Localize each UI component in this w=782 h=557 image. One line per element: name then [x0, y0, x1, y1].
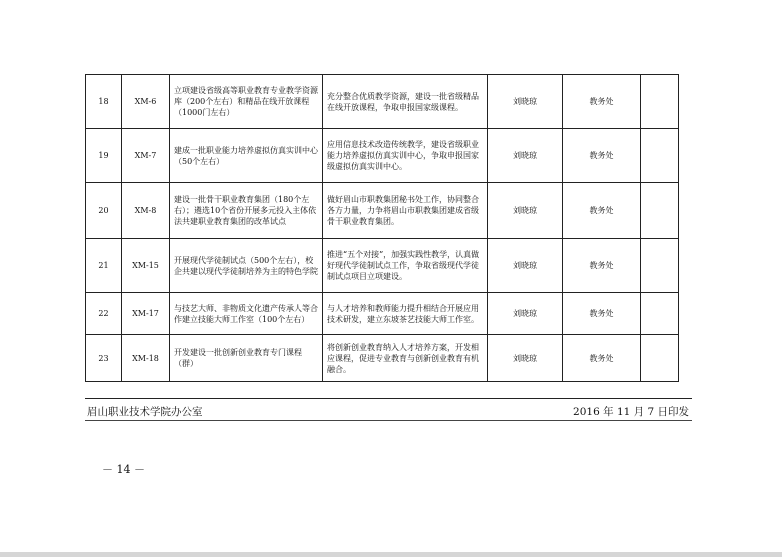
- footer-top-rule: [85, 398, 692, 399]
- project-code: XM-15: [122, 239, 170, 293]
- remark: [641, 335, 679, 382]
- project-code: XM-18: [122, 335, 170, 382]
- responsible-department: 教务处: [563, 129, 641, 183]
- task-measure: 充分整合优质教学资源，建设一批省级精品在线开放课程，争取申报国家级课程。: [323, 75, 488, 129]
- row-number: 18: [86, 75, 122, 129]
- responsible-department: 教务处: [563, 183, 641, 239]
- task-goal: 与技艺大师、非物质文化遗产传承人等合作建立技能大师工作室（100个左右）: [170, 293, 323, 335]
- responsible-person: 刘晓琼: [488, 335, 563, 382]
- remark: [641, 183, 679, 239]
- responsible-department: 教务处: [563, 75, 641, 129]
- project-code: XM-8: [122, 183, 170, 239]
- project-code: XM-7: [122, 129, 170, 183]
- task-goal: 开发建设一批创新创业教育专门课程（群）: [170, 335, 323, 382]
- task-measure: 将创新创业教育纳入人才培养方案，开发相应课程，促进专业教育与创新创业教育有机融合。: [323, 335, 488, 382]
- task-measure: 推进“五个对接”，加强实践性教学，认真做好现代学徒制试点工作，争取省级现代学徒制试点项目立项建设。: [323, 239, 488, 293]
- table-row: [86, 183, 679, 239]
- project-code: XM-6: [122, 75, 170, 129]
- row-number: 21: [86, 239, 122, 293]
- responsible-person: 刘晓琼: [488, 75, 563, 129]
- task-goal: 立项建设省级高等职业教育专业教学资源库（200个左右）和精品在线开放课程（1000门左右）: [170, 75, 323, 129]
- row-number: 23: [86, 335, 122, 382]
- table-row: [86, 75, 679, 129]
- project-code: XM-17: [122, 293, 170, 335]
- remark: [641, 293, 679, 335]
- responsible-department: 教务处: [563, 335, 641, 382]
- responsible-department: 教务处: [563, 293, 641, 335]
- remark: [641, 129, 679, 183]
- remark: [641, 75, 679, 129]
- row-number: 19: [86, 129, 122, 183]
- page-edge: [0, 552, 782, 557]
- remark: [641, 239, 679, 293]
- footer-bottom-rule: [85, 420, 692, 421]
- responsible-person: 刘晓琼: [488, 293, 563, 335]
- issuing-office: 眉山职业技术学院办公室: [87, 406, 203, 418]
- task-goal: 开展现代学徒制试点（500个左右），校企共建以现代学徒制培养为主的特色学院: [170, 239, 323, 293]
- table-row: [86, 335, 679, 382]
- table-row: [86, 129, 679, 183]
- page-number: － 14 －: [102, 463, 145, 476]
- task-measure: 做好眉山市职教集团秘书处工作，协同整合各方力量，力争将眉山市职教集团建成省级骨干职业教育集团。: [323, 183, 488, 239]
- issue-date: 2016 年 11 月 7 日印发: [573, 406, 689, 418]
- task-goal: 建成一批职业能力培养虚拟仿真实训中心（50个左右）: [170, 129, 323, 183]
- task-measure: 与人才培养和教师能力提升相结合开展应用技术研发，建立东坡茶艺技能大师工作室。: [323, 293, 488, 335]
- task-table: [85, 74, 679, 382]
- task-goal: 建设一批骨干职业教育集团（180个左右）；遴选10个省份开展多元投入主体依法共建职业教育集团的改革试点: [170, 183, 323, 239]
- responsible-person: 刘晓琼: [488, 239, 563, 293]
- row-number: 20: [86, 183, 122, 239]
- responsible-person: 刘晓琼: [488, 129, 563, 183]
- task-measure: 应用信息技术改造传统教学，建设省级职业能力培养虚拟仿真实训中心，争取申报国家级虚拟仿真实训中心。: [323, 129, 488, 183]
- responsible-person: 刘晓琼: [488, 183, 563, 239]
- table-row: [86, 239, 679, 293]
- row-number: 22: [86, 293, 122, 335]
- table-row: [86, 293, 679, 335]
- responsible-department: 教务处: [563, 239, 641, 293]
